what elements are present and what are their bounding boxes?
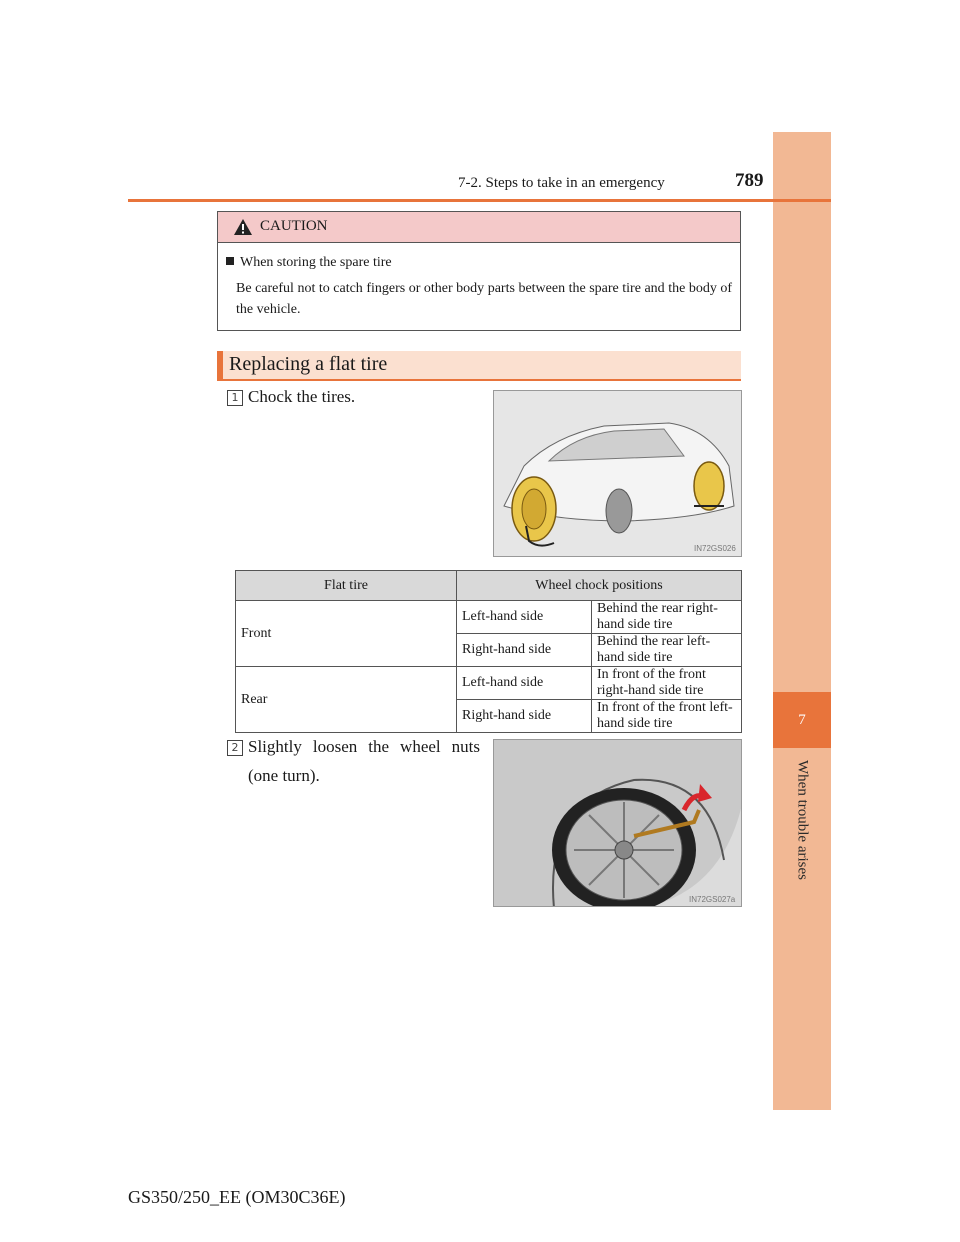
table-row (236, 667, 742, 700)
table-cell: Right-hand side (457, 700, 592, 733)
step-number-2: 2 (227, 740, 243, 756)
chapter-number: 7 (773, 692, 831, 748)
table-cell: In front of the front right-hand side tire (592, 667, 742, 700)
wheel-chock-table (235, 570, 742, 733)
step-number-1: 1 (227, 390, 243, 406)
warning-triangle-icon (233, 218, 253, 241)
table-row (236, 601, 742, 634)
page-number: 789 (735, 170, 764, 191)
loosen-wheel-nuts-illustration (493, 739, 742, 907)
table-group-label: Rear (236, 667, 457, 733)
chapter-side-tab (773, 132, 831, 1110)
section-heading-bar (217, 351, 223, 381)
illustration-code: IN72GS026 (694, 544, 736, 553)
table-cell: Left-hand side (457, 667, 592, 700)
step-text-2: Slightly loosen the wheel nuts (one turn). (248, 737, 480, 785)
table-cell: Right-hand side (457, 634, 592, 667)
bullet-square-icon (226, 257, 234, 265)
step-text-1: Chock the tires. (248, 387, 356, 406)
table-cell: Behind the rear left-hand side tire (592, 634, 742, 667)
chock-tires-illustration (493, 390, 742, 557)
table-header-cell: Wheel chock positions (457, 571, 742, 601)
table-header-row (236, 571, 742, 601)
document-code-footer: GS350/250_EE (OM30C36E) (128, 1187, 346, 1207)
header-rule (128, 199, 831, 202)
caution-item-body: Be careful not to catch fingers or other body parts between the spare tire and the body of the vehicle. (236, 281, 732, 317)
caution-title: CAUTION (260, 218, 328, 234)
running-section-title: 7-2. Steps to take in an emergency (458, 175, 665, 191)
caution-header (218, 212, 740, 243)
illustration-code: IN72GS027a (689, 895, 736, 904)
table-cell: Left-hand side (457, 601, 592, 634)
table-header-cell: Flat tire (236, 571, 457, 601)
table-group-label: Front (236, 601, 457, 667)
table-cell: Behind the rear right-hand side tire (592, 601, 742, 634)
table-cell: In front of the front left-hand side tire (592, 700, 742, 733)
section-heading-text: Replacing a flat tire (229, 353, 388, 375)
caution-item-heading: When storing the spare tire (226, 255, 392, 271)
caution-box (217, 211, 741, 331)
chapter-label: When trouble arises (794, 760, 811, 880)
section-heading (217, 351, 741, 381)
